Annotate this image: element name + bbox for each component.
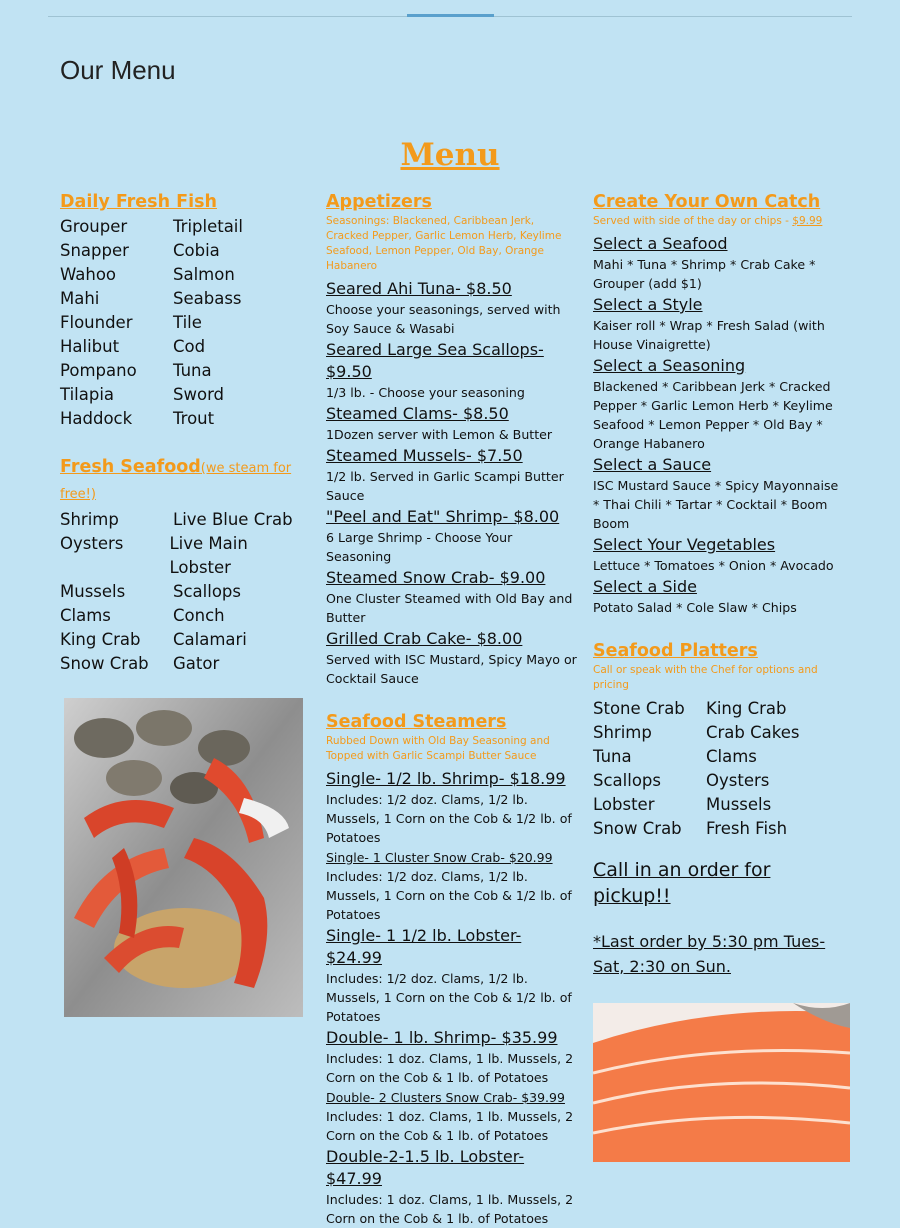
platter-row xyxy=(593,769,843,793)
steamer-item-desc: Includes: 1/2 doz. Clams, 1/2 lb. Mussels, 1 Corn on the Cob & 1/2 lb. of Potatoes xyxy=(326,869,572,922)
appetizer-item-desc: One Cluster Steamed with Old Bay and Butter xyxy=(326,591,573,625)
platter-row-left: Snow Crab xyxy=(593,819,682,838)
salmon-photo xyxy=(593,1003,850,1162)
fresh-seafood-row-right: Live Blue Crab xyxy=(173,510,293,529)
platter-row xyxy=(593,697,843,721)
appetizer-item-desc: 6 Large Shrimp - Choose Your Seasoning xyxy=(326,530,513,564)
daily-fish-row-right: Seabass xyxy=(173,289,242,308)
catch-step-desc: Blackened * Caribbean Jerk * Cracked Pepper * Garlic Lemon Herb * Keylime Seafood * Lemon Pepper * Old Bay * Orange Habanero xyxy=(593,379,833,451)
catch-step-desc: Lettuce * Tomatoes * Onion * Avocado xyxy=(593,558,834,573)
daily-fish-row xyxy=(60,287,310,311)
daily-fish-row-left: Pompano xyxy=(60,361,137,380)
appetizer-item-title: Steamed Clams- $8.50 xyxy=(326,404,509,423)
catch-step xyxy=(593,454,843,533)
last-order-note xyxy=(593,929,843,979)
fresh-seafood-row xyxy=(60,628,310,652)
appetizer-item-desc: 1Dozen server with Lemon & Butter xyxy=(326,427,553,442)
steamer-item xyxy=(326,1146,578,1228)
fresh-seafood-row xyxy=(60,652,310,676)
daily-fish-row xyxy=(60,215,310,239)
catch-price: $9.99 xyxy=(792,215,823,227)
fresh-seafood-list xyxy=(60,508,310,676)
catch-step xyxy=(593,294,843,354)
daily-fish-row-right: Sword xyxy=(173,385,225,404)
appetizers-seasonings-note: Seasonings: Blackened, Caribbean Jerk, Cracked Pepper, Garlic Lemon Herb, Keylime Seafood, Lemon Pepper, Old Bay, Orange Habanero xyxy=(326,215,562,272)
steamer-item-desc: Includes: 1 doz. Clams, 1 lb. Mussels, 2 Corn on the Cob & 1 lb. of Potatoes xyxy=(326,1192,574,1226)
appetizers-title: Appetizers xyxy=(326,192,432,212)
appetizer-item-desc: 1/3 lb. - Choose your seasoning xyxy=(326,385,525,400)
catch-step-title: Select a Seafood xyxy=(593,234,728,253)
platters-note: Call or speak with the Chef for options and pricing xyxy=(593,664,818,691)
daily-fish-row-right: Tuna xyxy=(173,361,212,380)
appetizer-item-title: Seared Ahi Tuna- $8.50 xyxy=(326,279,512,298)
fresh-seafood-note: (we steam for free!) xyxy=(60,461,292,502)
appetizer-item-title: Seared Large Sea Scallops- $9.50 xyxy=(326,340,544,381)
daily-fish-row-left: Flounder xyxy=(60,313,133,332)
appetizer-item-desc: Served with ISC Mustard, Spicy Mayo or Cocktail Sauce xyxy=(326,652,577,686)
platter-row-right: Crab Cakes xyxy=(706,723,800,742)
daily-fish-row xyxy=(60,359,310,383)
platters-list xyxy=(593,697,843,841)
platter-row-left: Shrimp xyxy=(593,723,652,742)
menu-heading: Menu xyxy=(400,137,500,173)
daily-fish-row-left: Halibut xyxy=(60,337,120,356)
appetizer-item-title: Steamed Mussels- $7.50 xyxy=(326,446,523,465)
fresh-seafood-row xyxy=(60,580,310,604)
catch-step-desc: Mahi * Tuna * Shrimp * Crab Cake * Grouper (add $1) xyxy=(593,257,816,291)
daily-fish-row-right: Cobia xyxy=(173,241,220,260)
steamer-item-title: Single- 1 Cluster Snow Crab- $20.99 xyxy=(326,850,553,865)
appetizer-item xyxy=(326,403,578,444)
fresh-seafood-title xyxy=(60,455,310,507)
steamer-item-desc: Includes: 1/2 doz. Clams, 1/2 lb. Mussels, 1 Corn on the Cob & 1/2 lb. of Potatoes xyxy=(326,971,572,1024)
daily-fish-row xyxy=(60,311,310,335)
fresh-seafood-row xyxy=(60,604,310,628)
steamer-item-desc: Includes: 1 doz. Clams, 1 lb. Mussels, 2 Corn on the Cob & 1 lb. of Potatoes xyxy=(326,1051,574,1085)
steamer-item-desc: Includes: 1/2 doz. Clams, 1/2 lb. Mussels, 1 Corn on the Cob & 1/2 lb. of Potatoes xyxy=(326,792,572,845)
platter-row-left: Lobster xyxy=(593,795,655,814)
catch-note-text: Served with side of the day or chips - xyxy=(593,215,793,227)
fresh-seafood-row xyxy=(60,532,310,580)
daily-fish-row-left: Grouper xyxy=(60,217,128,236)
platter-row xyxy=(593,745,843,769)
catch-step-desc: Kaiser roll * Wrap * Fresh Salad (with House Vinaigrette) xyxy=(593,318,825,352)
appetizer-item xyxy=(326,445,578,505)
steamer-item xyxy=(326,1027,578,1087)
daily-fish-row xyxy=(60,263,310,287)
platter-row xyxy=(593,721,843,745)
steamer-item-title: Double-2-1.5 lb. Lobster- $47.99 xyxy=(326,1147,525,1188)
fresh-seafood-label: Fresh Seafood xyxy=(60,457,201,477)
daily-fish-list xyxy=(60,215,310,431)
fresh-seafood-row-right: Gator xyxy=(173,654,220,673)
daily-fish-row-left: Snapper xyxy=(60,241,129,260)
fresh-seafood-row xyxy=(60,508,310,532)
platter-row xyxy=(593,793,843,817)
call-order-link[interactable]: Call in an order for pickup!! xyxy=(593,859,771,907)
fresh-seafood-row-left: Oysters xyxy=(60,534,124,553)
daily-fish-row xyxy=(60,239,310,263)
daily-fish-row xyxy=(60,383,310,407)
appetizer-item xyxy=(326,278,578,338)
daily-fish-row-left: Tilapia xyxy=(60,385,115,404)
platter-row-right: Mussels xyxy=(706,795,772,814)
appetizer-item-title: Grilled Crab Cake- $8.00 xyxy=(326,629,523,648)
column-catch-platters xyxy=(593,190,843,1162)
platter-row-right: Clams xyxy=(706,747,757,766)
appetizer-item xyxy=(326,628,578,688)
catch-step xyxy=(593,576,843,617)
steamer-item xyxy=(326,848,578,924)
fresh-seafood-row-right: Calamari xyxy=(173,630,247,649)
appetizer-item xyxy=(326,339,578,402)
catch-step-title: Select a Sauce xyxy=(593,455,712,474)
page-title: Our Menu xyxy=(60,55,176,85)
daily-fish-row-right: Salmon xyxy=(173,265,235,284)
steamer-item-title: Double- 2 Clusters Snow Crab- $39.99 xyxy=(326,1090,565,1105)
catch-note xyxy=(593,214,843,229)
active-nav-indicator xyxy=(407,14,494,17)
fresh-seafood-row-right: Live Main Lobster xyxy=(169,534,248,577)
last-order-text: Last order by 5:30 pm Tues-Sat, 2:30 on Sun. xyxy=(593,932,826,976)
steamer-item-title: Single- 1/2 lb. Shrimp- $18.99 xyxy=(326,769,566,788)
fresh-seafood-row-left: Clams xyxy=(60,606,111,625)
platter-row-right: Fresh Fish xyxy=(706,819,788,838)
catch-step-title: Select Your Vegetables xyxy=(593,535,776,554)
catch-step xyxy=(593,355,843,453)
platter-row-left: Tuna xyxy=(593,747,632,766)
daily-fish-row-right: Trout xyxy=(173,409,215,428)
steamer-item-desc: Includes: 1 doz. Clams, 1 lb. Mussels, 2 Corn on the Cob & 1 lb. of Potatoes xyxy=(326,1109,574,1143)
steamers-note: Rubbed Down with Old Bay Seasoning and Topped with Garlic Scampi Butter Sauce xyxy=(326,735,550,762)
appetizer-item xyxy=(326,567,578,627)
fresh-seafood-row-left: King Crab xyxy=(60,630,141,649)
catch-step xyxy=(593,534,843,575)
catch-step-desc: Potato Salad * Cole Slaw * Chips xyxy=(593,600,797,615)
platter-row-left: Scallops xyxy=(593,771,661,790)
daily-fish-row xyxy=(60,335,310,359)
seafood-steamers-title: Seafood Steamers xyxy=(326,712,507,732)
steamer-item xyxy=(326,1088,578,1145)
daily-fish-row-left: Haddock xyxy=(60,409,133,428)
appetizer-item-desc: 1/2 lb. Served in Garlic Scampi Butter Sauce xyxy=(326,469,564,503)
crab-photo xyxy=(64,698,303,1017)
appetizer-item-title: "Peel and Eat" Shrimp- $8.00 xyxy=(326,507,560,526)
catch-step-desc: ISC Mustard Sauce * Spicy Mayonnaise * Thai Chili * Tartar * Cocktail * Boom Boom xyxy=(593,478,839,531)
appetizer-item-desc: Choose your seasonings, served with Soy Sauce & Wasabi xyxy=(326,302,561,336)
column-fish xyxy=(60,190,310,1017)
catch-step-title: Select a Style xyxy=(593,295,703,314)
seafood-platters-title: Seafood Platters xyxy=(593,641,758,661)
catch-step xyxy=(593,233,843,293)
daily-fresh-fish-title: Daily Fresh Fish xyxy=(60,192,217,212)
steamer-item xyxy=(326,768,578,847)
fresh-seafood-row-right: Conch xyxy=(173,606,225,625)
steamer-item xyxy=(326,925,578,1026)
catch-step-title: Select a Side xyxy=(593,577,697,596)
daily-fish-row-right: Tile xyxy=(173,313,202,332)
fresh-seafood-row-left: Snow Crab xyxy=(60,654,149,673)
daily-fish-row xyxy=(60,407,310,431)
daily-fish-row-right: Tripletail xyxy=(173,217,243,236)
steamers-list xyxy=(326,768,578,1228)
platter-row-right: King Crab xyxy=(706,699,787,718)
appetizer-item-title: Steamed Snow Crab- $9.00 xyxy=(326,568,546,587)
column-appetizers-steamers xyxy=(326,190,578,1228)
last-order-star: * xyxy=(593,932,601,951)
fresh-seafood-row-left: Mussels xyxy=(60,582,126,601)
steamer-item-title: Single- 1 1/2 lb. Lobster- $24.99 xyxy=(326,926,522,967)
platter-row xyxy=(593,817,843,841)
appetizers-list xyxy=(326,278,578,688)
fresh-seafood-row-right: Scallops xyxy=(173,582,241,601)
daily-fish-row-left: Mahi xyxy=(60,289,100,308)
daily-fish-row-left: Wahoo xyxy=(60,265,117,284)
platter-row-left: Stone Crab xyxy=(593,699,685,718)
steamer-item-title: Double- 1 lb. Shrimp- $35.99 xyxy=(326,1028,558,1047)
catch-steps-list xyxy=(593,233,843,617)
create-your-own-catch-title: Create Your Own Catch xyxy=(593,192,821,212)
platter-row-right: Oysters xyxy=(706,771,770,790)
appetizer-item xyxy=(326,506,578,566)
fresh-seafood-row-left: Shrimp xyxy=(60,510,119,529)
catch-step-title: Select a Seasoning xyxy=(593,356,746,375)
daily-fish-row-right: Cod xyxy=(173,337,206,356)
